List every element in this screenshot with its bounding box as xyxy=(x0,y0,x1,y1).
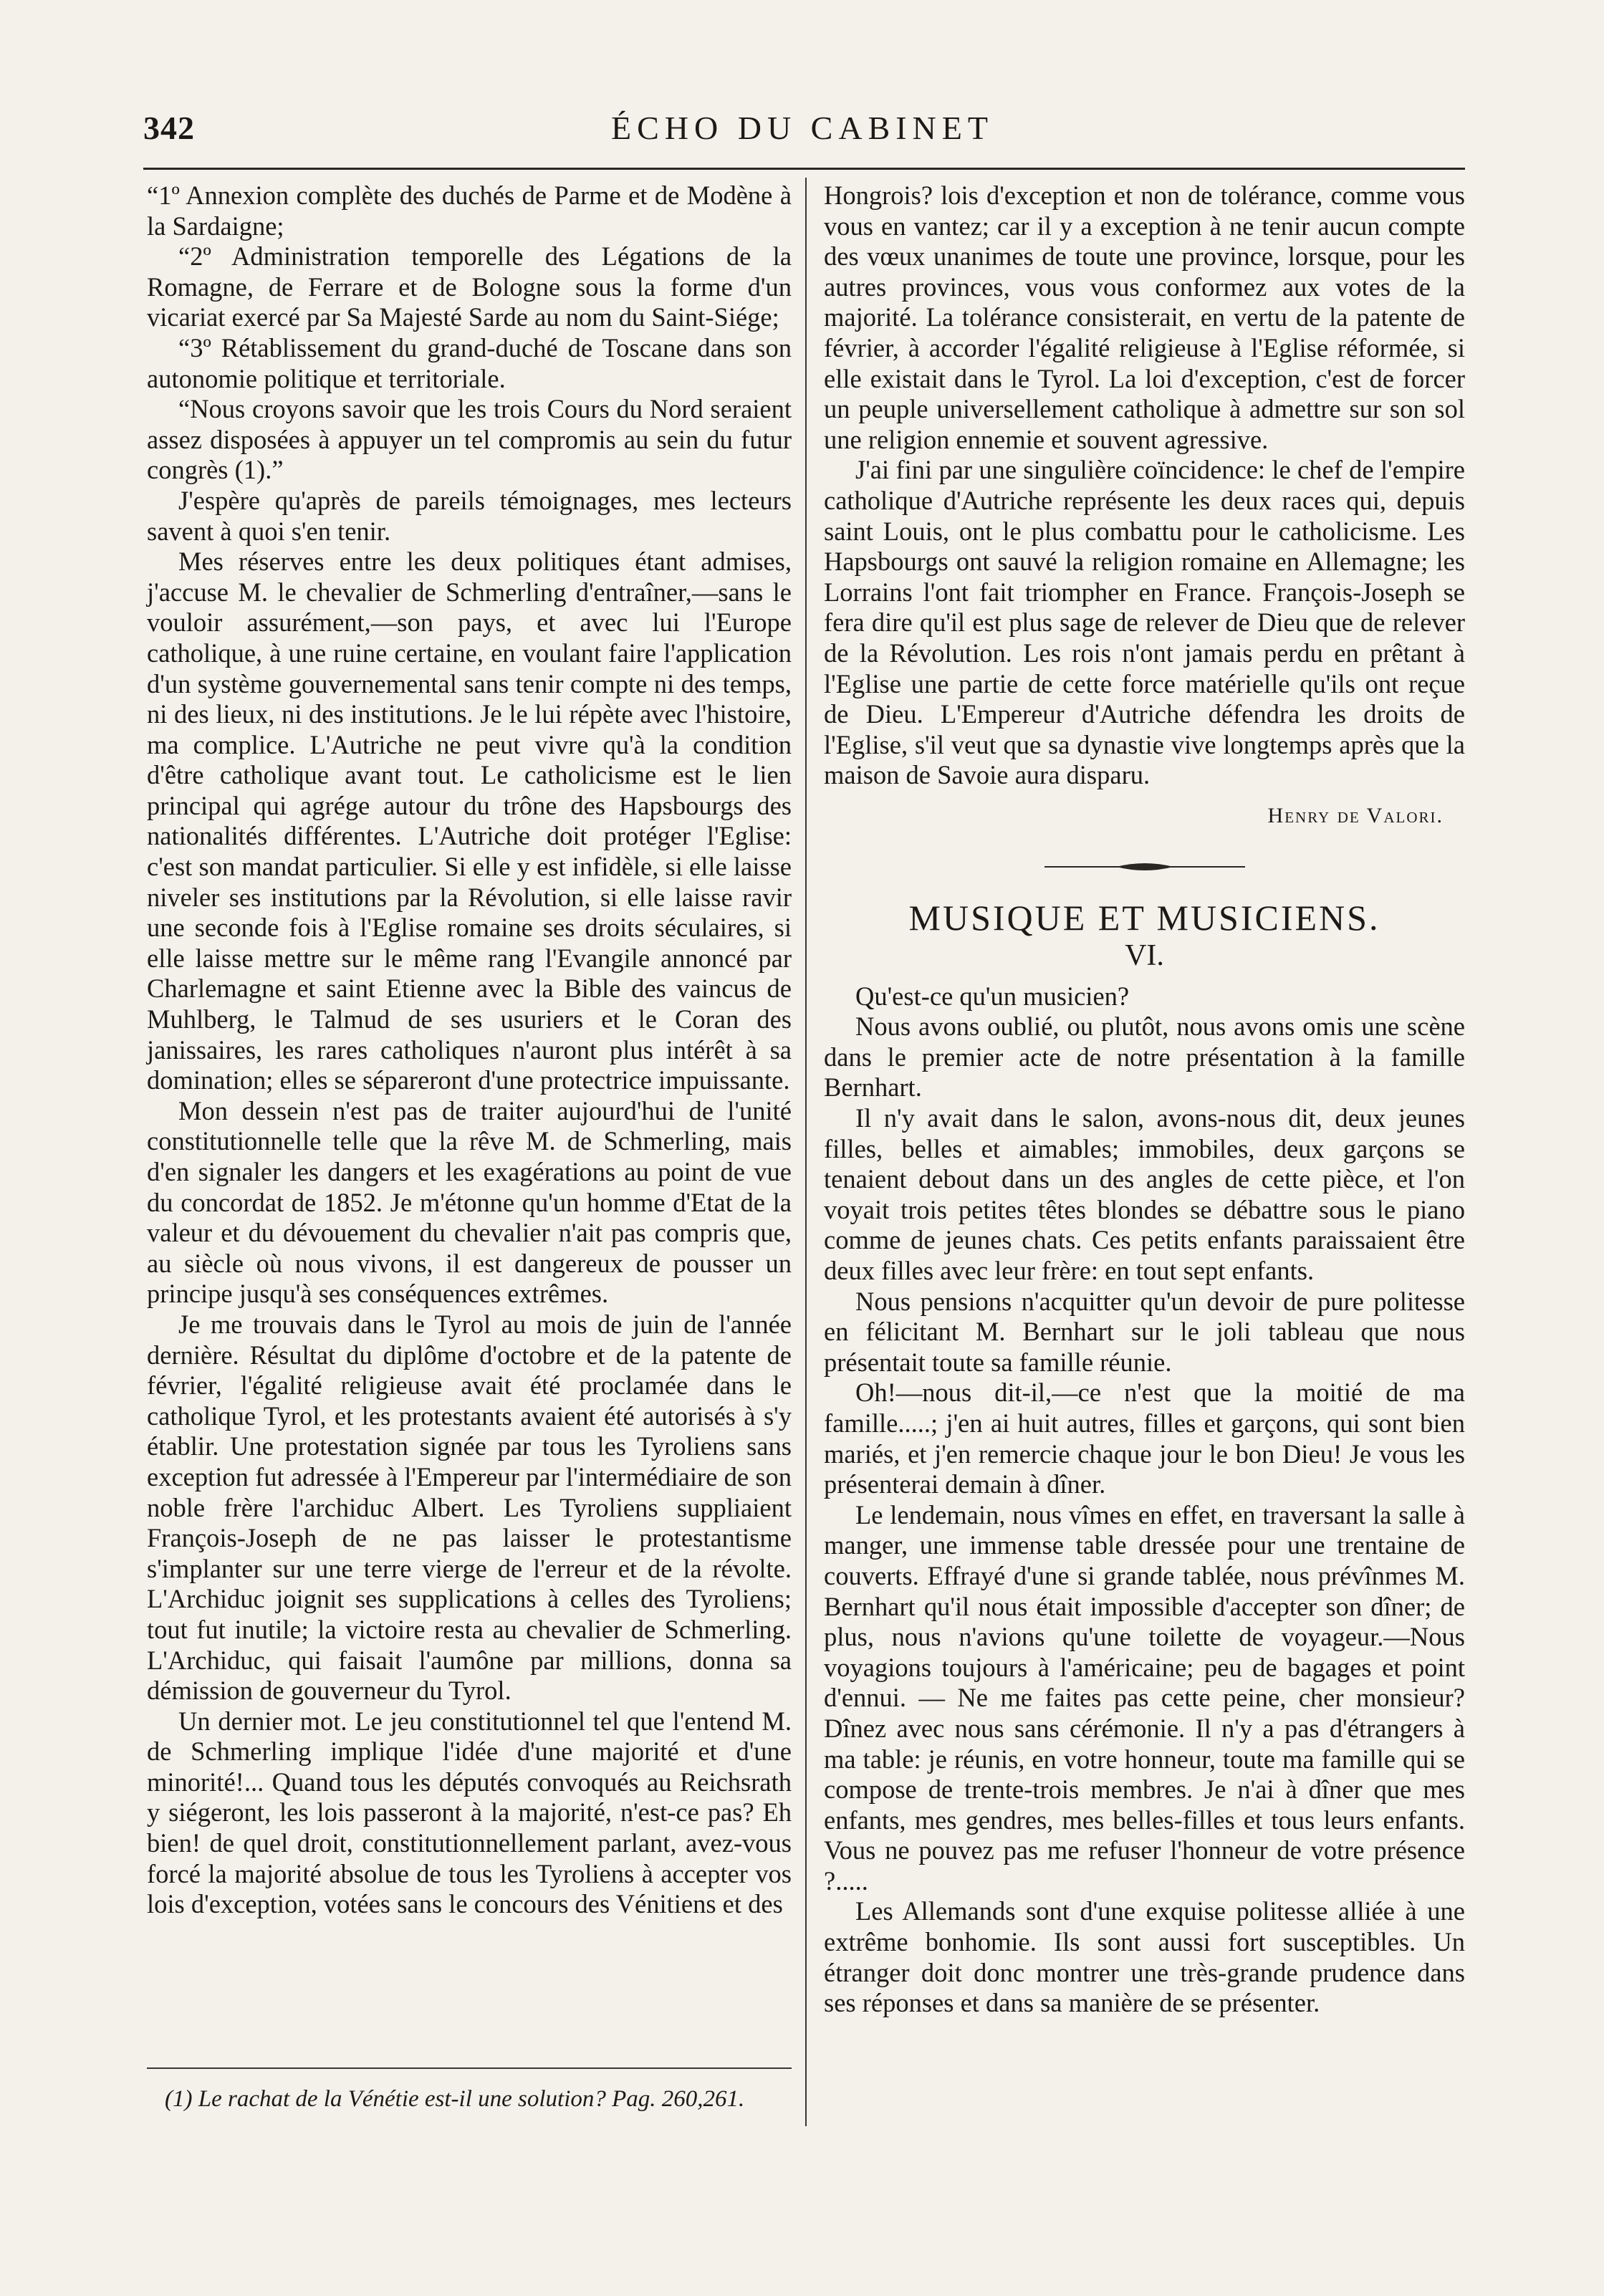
paragraph: Je me trouvais dans le Tyrol au mois de juin de l'année dernière. Résultat du diplôme d'octobre et de la patente de février, l'égalité religieuse avait été proclamée dans le catholique Tyrol, et les protestants avaient été autorisés à s'y établir. Une protestation signée par tous les Tyroliens sans exception fut adressée à l'Empereur par l'intermédiaire de son noble frère l'archiduc Albert. Les Tyroliens suppliaient François-Joseph de ne pas laisser le protestantisme s'implanter sur une terre vierge de l'erreur et de la révolte. L'Archiduc joignit ses supplications à celles des Tyroliens; tout fut inutile; la victoire resta au chevalier de Schmerling. L'Archiduc, qui faisait l'aumône par millions, donna sa démission de gouverneur du Tyrol. xyxy=(147,1309,792,1706)
paragraph: Un dernier mot. Le jeu constitutionnel tel que l'entend M. de Schmerling implique l'idée d'une majorité et d'une minorité!... Quand tous les députés convoqués au Reichsrath y siégeront, les lois passeront à la majorité, n'est-ce pas? Eh bien! de quel droit, constitutionnellement parlant, avez-vous forcé la majorité absolue de tous les Tyroliens à accepter vos lois d'exception, votées sans le concours des Vénitiens et des xyxy=(147,1706,792,1919)
section-title: MUSIQUE ET MUSICIENS. xyxy=(908,898,1380,938)
paragraph: “3º Rétablissement du grand-duché de Toscane dans son autonomie politique et territoriale. xyxy=(147,332,792,393)
paragraph: Le lendemain, nous vîmes en effet, en traversant la salle à manger, une immense table dressée pour une trentaine de couverts. Effrayé d'une si grande tablée, nous prévînmes M. Bernhart qu'il nous était impossible d'accepter son dîner; de plus, nous n'avions qu'une toilette de voyageur.—Nous voyagions toujours à l'américaine; peu de bagages et point d'ennui. — Ne me faites pas cette peine, cher monsieur? Dînez avec nous sans cérémonie. Il n'y a pas d'étrangers à ma table: je réunis, en votre honneur, toute ma famille qui se compose de trente-trois membres. Je n'ai à dîner que mes enfants, mes gendres, mes belles-filles et tous leurs enfants. Vous ne pouvez pas me refuser l'honneur de votre présence ?..... xyxy=(824,1499,1465,1896)
column-divider xyxy=(805,178,807,2126)
paragraph: Les Allemands sont d'une exquise politesse alliée à une extrême bonhomie. Ils sont aussi fort susceptibles. Un étranger doit donc montrer une très-grande prudence dans ses réponses et dans sa manière de se présenter. xyxy=(824,1896,1465,2018)
right-column xyxy=(824,181,1465,2143)
paragraph: Hongrois? lois d'exception et non de tolérance, comme vous vous en vantez; car il y a exception à ne tenir aucun compte des vœux unanimes de toute une province, lorsque, pour les autres provinces, vous vous conformez aux votes de la majorité. La tolérance consisterait, en vertu de la patente de février, à accorder l'égalité religieuse à l'Eglise réformée, si elle existait dans le Tyrol. La loi d'exception, c'est de forcer un peuple universellement catholique à admettre sur son sol une religion ennemie et souvent agressive. xyxy=(824,181,1465,454)
footnote-rule xyxy=(147,2067,792,2069)
paragraph: Il n'y avait dans le salon, avons-nous dit, deux jeunes filles, belles et aimables; immobiles, deux garçons se tenaient debout dans un des angles de cette pièce, et l'on voyait trois petites têtes blondes se débattre sous le piano comme de jeunes chats. Ces petits enfants paraissaient être deux filles avec leur frère: en tout sept enfants. xyxy=(824,1103,1465,1285)
paragraph: J'ai fini par une singulière coïncidence: le chef de l'empire catholique d'Autriche représente les deux races qui, depuis saint Louis, ont le plus combattu pour le catholicisme. Les Hapsbourgs ont sauvé la religion romaine en Allemagne; les Lorrains l'ont fait triompher en France. François-Joseph se fera dire qu'il est plus sage de relever de Dieu que de relever de la Révolution. Les rois n'ont jamais perdu en prêtant à l'Eglise une partie de cette force matérielle qu'ils ont reçue de Dieu. L'Empereur d'Autriche défendra les droits de l'Eglise, s'il veut que sa dynastie vive longtemps après que la maison de Savoie aura disparu. xyxy=(824,455,1465,790)
page-number: 342 xyxy=(143,110,195,146)
paragraph: “Nous croyons savoir que les trois Cours du Nord seraient assez disposées à appuyer un tel compromis au sein du futur congrès (1).” xyxy=(147,394,792,485)
footnote: (1) Le rachat de la Vénétie est-il une solution? Pag. 260,261. xyxy=(165,2086,745,2112)
paragraph: J'espère qu'après de pareils témoignages, mes lecteurs savent à quoi s'en tenir. xyxy=(147,485,792,546)
header-rule xyxy=(143,168,1465,170)
paragraph: Nous pensions n'acquitter qu'un devoir de pure politesse en félicitant M. Bernhart sur le joli tableau que nous présentait toute sa famille réunie. xyxy=(824,1286,1465,1377)
section-number: VI. xyxy=(1125,939,1164,973)
paragraph: Qu'est-ce qu'un musicien? xyxy=(855,981,1130,1011)
author-signature: Henry de Valori. xyxy=(1267,803,1444,827)
paragraph: “2º Administration temporelle des Légations de la Romagne, de Ferrare et de Bologne sous la forme d'un vicariat exercé par Sa Majesté Sarde au nom du Saint-Siége; xyxy=(147,241,792,332)
paragraph: Nous avons oublié, ou plutôt, nous avons omis une scène dans le premier acte de notre présentation à la famille Bernhart. xyxy=(824,1012,1465,1103)
paragraph: Mon dessein n'est pas de traiter aujourd'hui de l'unité constitutionnelle telle que la rêve M. de Schmerling, mais d'en signaler les dangers et les exagérations au point de vue du concordat de 1852. Je m'étonne qu'un homme d'Etat de la valeur et du dévouement du chevalier n'ait pas compris que, au siècle où nous vivons, il est dangereux de pousser un principe jusqu'à ses conséquences extrêmes. xyxy=(147,1095,792,1309)
paragraph: Mes réserves entre les deux politiques étant admises, j'accuse M. le chevalier de Schmerling d'entraîner,—sans le vouloir assurément,—son pays, et avec lui l'Europe catholique, à une ruine certaine, en voulant faire l'application d'un système gouvernemental sans tenir compte ni des temps, ni des lieux, ni des institutions. Je le lui répète avec l'histoire, ma complice. L'Autriche ne peut vivre qu'à la condition d'être catholique avant tout. Le catholicisme est le lien principal qui agrége autour du trône des Hapsbourgs des nationalités différentes. L'Autriche doit protéger l'Eglise: c'est son mandat particulier. Si elle y est infidèle, si elle laisse niveler ses institutions par la Révolution, si elle laisse ravir une seconde fois à l'Eglise romaine ses droits séculaires, si elle laisse mettre sur le même rang l'Evangile annoncé par Charlemagne et saint Etienne avec la Bible des vaincus de Muhlberg, le Talmud de ses usuriers et le Coran des janissaires, les rares catholiques n'auront plus intérêt à sa domination; elles se sépareront d'une protectrice impuissante. xyxy=(147,547,792,1095)
left-column xyxy=(147,181,792,2143)
running-title: ÉCHO DU CABINET xyxy=(611,110,994,146)
ornamental-separator xyxy=(1044,860,1245,874)
page-header xyxy=(143,109,1461,166)
paragraph: “1º Annexion complète des duchés de Parme et de Modène à la Sardaigne; xyxy=(147,181,792,241)
paragraph: Oh!—nous dit-il,—ce n'est que la moitié de ma famille.....; j'en ai huit autres, filles et garçons, qui sont bien mariés, et j'en remercie chaque jour le bon Dieu! Je vous les présenterai demain à dîner. xyxy=(824,1378,1465,1499)
